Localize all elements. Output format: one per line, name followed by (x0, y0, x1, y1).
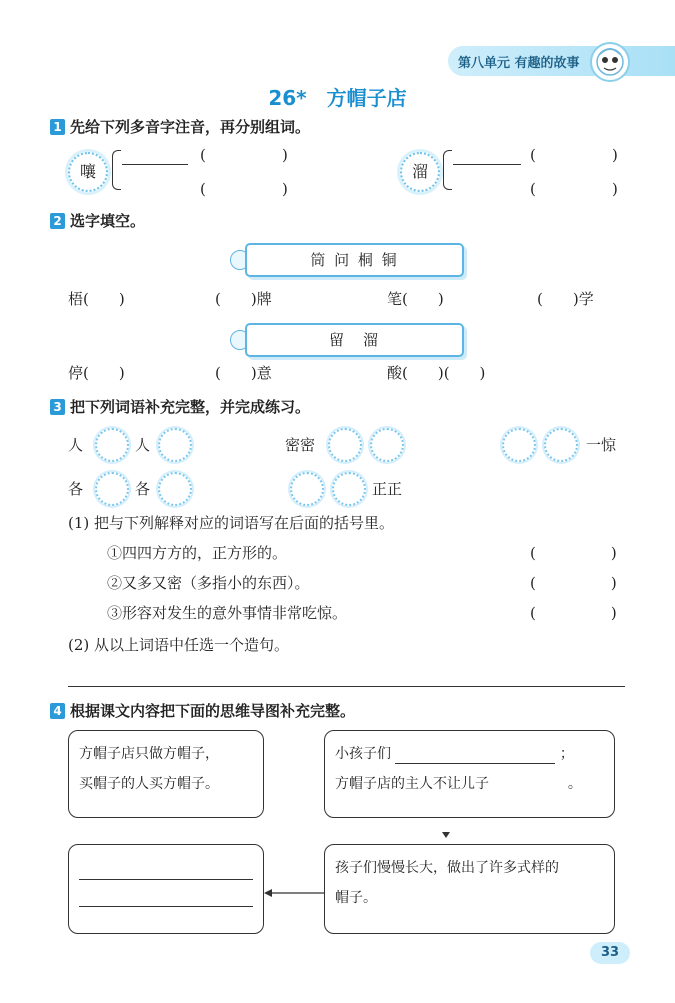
paren-close: ) (612, 180, 618, 198)
brace-rang (112, 150, 121, 190)
blank-circle[interactable] (95, 472, 129, 506)
paren-open: ( (200, 180, 206, 198)
q3-sub2: (2) 从以上词语中任选一个造句。 (68, 636, 290, 654)
q1-heading (50, 116, 310, 137)
paren-close: ) (282, 146, 288, 164)
q2-prompt: 选字填空。 (70, 212, 146, 230)
box2-line2-suffix: 。 (567, 776, 582, 792)
mindmap-box-2 (324, 730, 615, 818)
answer-paren-3[interactable]: ( ) (530, 604, 617, 622)
unit-title: 有趣的故事 (514, 56, 580, 71)
blank-circle[interactable] (158, 428, 192, 462)
q2-number: 2 (50, 213, 65, 229)
word-char: 人 (135, 436, 151, 454)
blank-circle[interactable] (332, 472, 366, 506)
box1-line2: 买帽子的人买方帽子。 (79, 776, 219, 792)
page-number: 33 (590, 942, 630, 964)
blank-circle[interactable] (502, 428, 536, 462)
box4-line2: 帽子。 (335, 890, 377, 906)
q3-number: 3 (50, 399, 65, 415)
blank-circle[interactable] (328, 428, 362, 462)
definition-2: ②又多又密（多指小的东西）。 (107, 574, 310, 592)
box1-line1: 方帽子店只做方帽子， (79, 746, 219, 762)
box2-answer-line-1[interactable] (395, 745, 555, 764)
arrow-down-icon (440, 826, 452, 845)
unit-header (458, 52, 580, 71)
box2-prefix: 小孩子们 (335, 746, 391, 762)
box4-line1: 孩子们慢慢长大，做出了许多式样的 (335, 860, 559, 876)
fill-blank-6[interactable]: ( )意 (215, 364, 272, 382)
sentence-writing-line[interactable] (68, 686, 625, 687)
box2-line2: 方帽子店的主人不让儿子 (335, 776, 489, 792)
q4-number: 4 (50, 703, 65, 719)
word-char: 人 (68, 436, 84, 454)
brace-liu (443, 150, 452, 190)
definition-3: ③形容对发生的意外事情非常吃惊。 (107, 604, 348, 622)
blank-circle[interactable] (290, 472, 324, 506)
answer-paren-1[interactable]: ( ) (530, 544, 617, 562)
word-chars: 正正 (372, 480, 403, 498)
paren-close: ) (612, 146, 618, 164)
mindmap-box-3 (68, 844, 264, 934)
paren-close: ) (282, 180, 288, 198)
char-badge-rang: 嚷 (68, 152, 108, 192)
word-char: 各 (68, 480, 84, 498)
arrow-left-icon (264, 884, 324, 903)
mascot-icon (590, 42, 630, 82)
blank-circle[interactable] (95, 428, 129, 462)
definition-1: ①四四方方的，正方形的。 (107, 544, 288, 562)
q1-number: 1 (50, 119, 65, 135)
q4-prompt: 根据课文内容把下面的思维导图补充完整。 (70, 702, 356, 720)
box3-answer-line-2[interactable] (79, 880, 253, 907)
fill-blank-5[interactable]: 停( ) (68, 364, 125, 382)
choice-box-1: 筒 问 桐 铜 (245, 243, 464, 277)
q1-prompt: 先给下列多音字注音，再分别组词。 (70, 118, 311, 136)
answer-paren-2[interactable]: ( ) (530, 574, 617, 592)
fill-blank-3[interactable]: 笔( ) (387, 290, 444, 308)
choice-box-2: 留 溜 (245, 323, 464, 357)
blank-circle[interactable] (544, 428, 578, 462)
pinyin-blank-rang[interactable] (122, 164, 188, 165)
q3-prompt: 把下列词语补充完整，并完成练习。 (70, 398, 311, 416)
word-chars: 密密 (285, 436, 316, 454)
box2-suffix: ； (559, 746, 574, 762)
mindmap-box-1 (68, 730, 264, 818)
pinyin-blank-liu[interactable] (453, 164, 521, 165)
paren-open: ( (530, 146, 536, 164)
q2-heading (50, 210, 145, 231)
q3-heading (50, 396, 310, 417)
blank-circle[interactable] (370, 428, 404, 462)
fill-blank-2[interactable]: ( )牌 (215, 290, 272, 308)
mindmap-box-4 (324, 844, 615, 934)
char-badge-liu: 溜 (400, 152, 440, 192)
fill-blank-1[interactable]: 梧( ) (68, 290, 125, 308)
page-title: 26* 方帽子店 (268, 86, 407, 110)
unit-label: 第八单元 (458, 56, 511, 71)
fill-blank-7[interactable]: 酸( )( ) (387, 364, 486, 382)
paren-open: ( (200, 146, 206, 164)
q3-sub1: (1) 把与下列解释对应的词语写在后面的括号里。 (68, 514, 395, 532)
q4-heading (50, 700, 355, 721)
word-chars: 一惊 (586, 436, 617, 454)
paren-open: ( (530, 180, 536, 198)
word-char: 各 (135, 480, 151, 498)
box3-answer-line-1[interactable] (79, 853, 253, 880)
fill-blank-4[interactable]: ( )学 (537, 290, 594, 308)
blank-circle[interactable] (158, 472, 192, 506)
